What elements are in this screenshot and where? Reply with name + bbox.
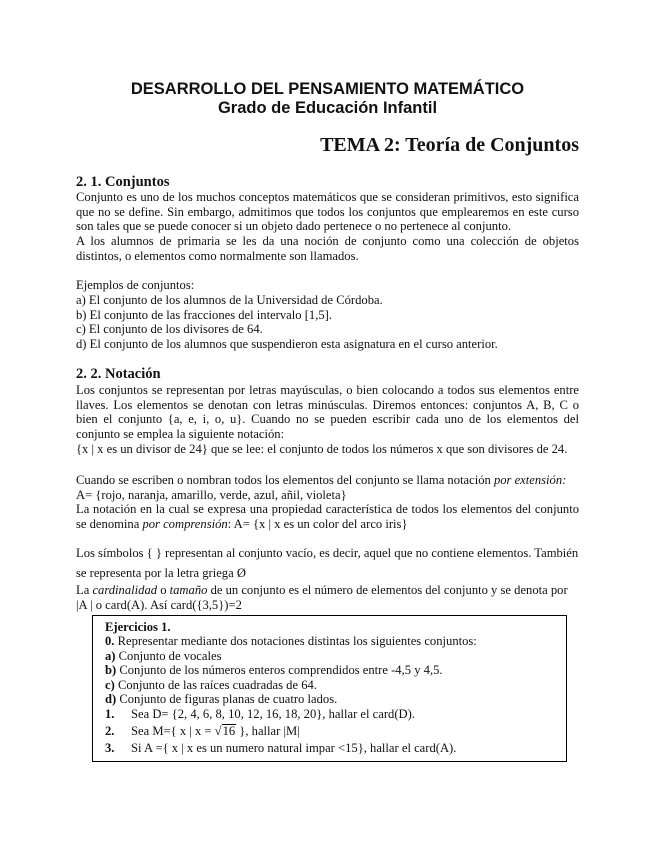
- sqrt-symbol: √: [214, 724, 222, 738]
- exercise-0-item-d: d) Conjunto de figuras planas de cuatro lados.: [105, 692, 338, 706]
- tema-heading: TEMA 2: Teoría de Conjuntos: [320, 134, 579, 156]
- document-subtitle: Grado de Educación Infantil: [217, 99, 438, 117]
- document-title: DESARROLLO DEL PENSAMIENTO MATEMÁTICO: [130, 80, 525, 98]
- paragraph-empty-set: Los símbolos { } representan al conjunto vacío, es decir, aquel que no contiene elementos. También: [76, 546, 579, 560]
- paragraph-definition: Conjunto es uno de los muchos conceptos matemáticos que se consideran primitivos, esto significa que no se define. Sin embargo, admitimos que todos los conjuntos que emplearemos en este curso son tales que se puede conocer si un objeto dado pertenece o no pertenece al conjunto.: [76, 190, 579, 234]
- exercises-title: Ejercicios 1.: [105, 620, 171, 634]
- exercise-0: 0. Representar mediante dos notaciones distintas los siguientes conjuntos:: [105, 634, 477, 648]
- exercise-1: 1. Sea D= {2, 4, 6, 8, 10, 12, 16, 18, 20}, hallar el card(D).: [105, 707, 415, 721]
- paragraph-comprehension: La notación en la cual se expresa una propiedad característica de todos los elementos del conjunto se denomina por comprensión: A= {x | x es un color del arco iris}: [76, 502, 579, 531]
- list-item: c) El conjunto de los divisores de 64.: [76, 322, 263, 336]
- paragraph-notation: Los conjuntos se representan por letras mayúsculas, o bien colocando a todos sus elementos entre llaves. Los elementos se denotan con letras minúsculas. Diremos entonces: conjuntos A, B, C o bien el conjunto {a, e, i, o, u}. Cuando no se pueden escribir cada uno de los elementos del conjunto se emplea la siguiente notación:: [76, 383, 579, 441]
- paragraph-empty-set-symbol: se representa por la letra griega Ø: [76, 566, 246, 580]
- examples-title: Ejemplos de conjuntos:: [76, 278, 195, 292]
- exercise-0-item-a: a) Conjunto de vocales: [105, 649, 222, 663]
- section-heading-notacion: 2. 2. Notación: [76, 366, 161, 382]
- section-heading-conjuntos: 2. 1. Conjuntos: [76, 174, 170, 190]
- exercise-0-item-b: b) Conjunto de los números enteros comprendidos entre -4,5 y 4,5.: [105, 663, 443, 677]
- exercise-3: 3. Si A ={ x | x es un numero natural impar <15}, hallar el card(A).: [105, 741, 457, 755]
- paragraph-primary-notion: A los alumnos de primaria se les da una noción de conjunto como una colección de objetos distintos, o elementos como normalmente son llamados.: [76, 234, 579, 263]
- exercise-2: 2. Sea M={ x | x = √16 }, hallar |M|: [105, 724, 300, 738]
- exercise-0-item-c: c) Conjunto de las raíces cuadradas de 64.: [105, 678, 317, 692]
- list-item: a) El conjunto de los alumnos de la Universidad de Córdoba.: [76, 293, 383, 307]
- paragraph-cardinality: La cardinalidad o tamaño de un conjunto es el número de elementos del conjunto y se denota por: [76, 583, 568, 597]
- paragraph-cardinality-example: |A | o card(A). Así card({3,5})=2: [76, 598, 242, 612]
- paragraph-notation-example: {x | x es un divisor de 24} que se lee: el conjunto de todos los números x que son divisores de 24.: [76, 442, 568, 456]
- paragraph-extension: Cuando se escriben o nombran todos los elementos del conjunto se llama notación por extensión:: [76, 473, 567, 487]
- list-item: b) El conjunto de las fracciones del intervalo [1,5].: [76, 308, 332, 322]
- exercises-box: [92, 615, 567, 762]
- list-item: d) El conjunto de los alumnos que suspendieron esta asignatura en el curso anterior.: [76, 337, 498, 351]
- paragraph-extension-example: A= {rojo, naranja, amarillo, verde, azul, añil, violeta}: [76, 488, 347, 502]
